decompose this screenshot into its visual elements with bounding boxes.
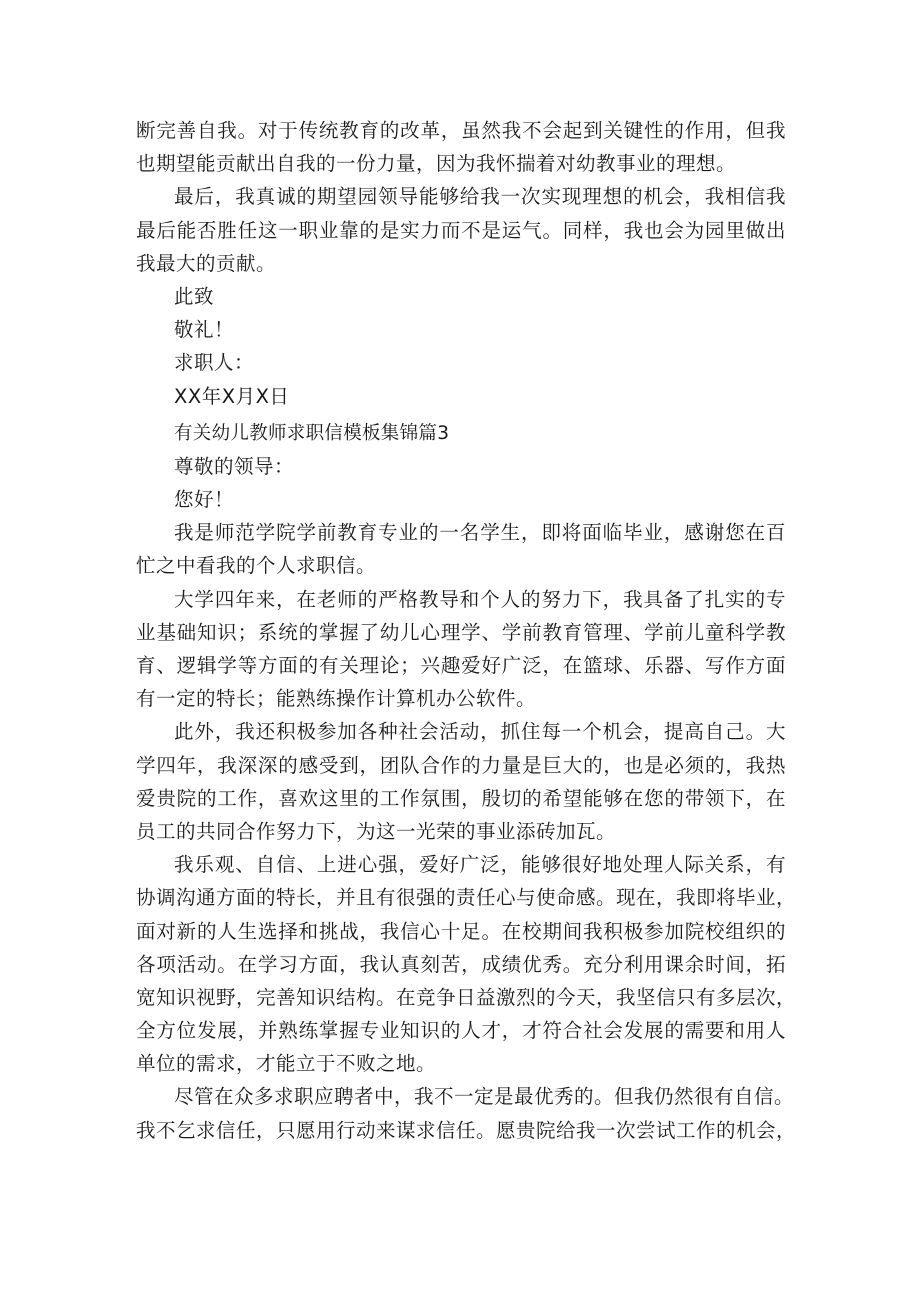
closing-jingli: 敬礼！ [174,318,235,342]
text-line: 大学四年来，在老师的严格教导和个人的努力下，我具备了扎实的专 [174,587,786,611]
text-line: 断完善自我。对于传统教育的改革，虽然我不会起到关键性的作用，但我 [136,119,786,142]
section-title: 有关幼儿教师求职信模板集锦篇3 [174,422,450,444]
text-line: 此外，我还积极参加各种社会活动，抓住每一个机会，提高自己。大 [174,720,786,744]
document-body [136,114,797,1147]
text-line: 最后能否胜任这一职业靠的是实力而不是运气。同样，我也会为园里做出 [136,218,786,242]
text-line: 忙之中看我的个人求职信。 [136,554,377,578]
text-line: 各项活动。在学习方面，我认真刻苦，成绩优秀。充分利用课余时间，拓 [136,952,786,976]
text-line: 员工的共同合作努力下，为这一光荣的事业添砖加瓦。 [136,819,617,843]
paragraph-continuation [136,114,786,180]
text-line: 面对新的人生选择和挑战，我信心十足。在校期间我积极参加院校组织的 [136,919,786,943]
text-line: 尽管在众多求职应聘者中，我不一定是最优秀的。但我仍然很有自信。 [174,1085,795,1109]
text-line: 有一定的特长；能熟练操作计算机办公软件。 [136,687,537,711]
text-line: 也期望能贡献出自我的一份力量，因为我怀揣着对幼教事业的理想。 [136,152,737,176]
date-line: XX年X月X日 [174,384,290,408]
text-line: 业基础知识；系统的掌握了幼儿心理学、学前教育管理、学前儿童科学教 [136,620,786,644]
salutation: 尊敬的领导： [174,454,295,478]
paragraph-introduction [136,516,786,582]
text-line: 最后，我真诚的期望园领导能够给我一次实现理想的机会，我相信我 [174,185,786,209]
applicant-label: 求职人： [174,351,255,375]
text-line: 学四年，我深深的感受到，团队合作的力量是巨大的，也是必须的，我热 [136,753,786,777]
text-line: 全方位发展，并熟练掌握专业知识的人才，才符合社会发展的需要和用人 [136,1019,786,1043]
text-line: 单位的需求，才能立于不败之地。 [136,1052,437,1076]
text-line: 爱贵院的工作，喜欢这里的工作氛围，殷切的希望能够在您的带领下，在 [136,786,786,810]
text-line: 我不乞求信任，只愿用行动来谋求信任。愿贵院给我一次尝试工作的机会， [136,1118,797,1142]
text-line: 育、逻辑学等方面的有关理论；兴趣爱好广泛，在篮球、乐器、写作方面 [136,654,786,677]
text-line: 协调沟通方面的特长，并且有很强的责任心与使命感。现在，我即将毕业， [136,886,797,910]
closing-cizhi: 此致 [174,284,215,308]
paragraph-education [136,583,786,716]
text-line: 我是师范学院学前教育专业的一名学生，即将面临毕业，感谢您在百 [174,521,786,545]
paragraph-activities [136,715,786,848]
paragraph-closing-hope [136,180,786,280]
text-line: 宽知识视野，完善知识结构。在竞争日益激烈的今天，我坚信只有多层次， [136,985,797,1009]
paragraph-personality [136,848,797,1080]
text-line: 我乐观、自信、上进心强，爱好广泛，能够很好地处理人际关系，有 [174,853,786,877]
paragraph-confidence [136,1080,797,1146]
greeting: 您好！ [174,488,235,512]
text-line: 我最大的贡献。 [136,251,277,275]
